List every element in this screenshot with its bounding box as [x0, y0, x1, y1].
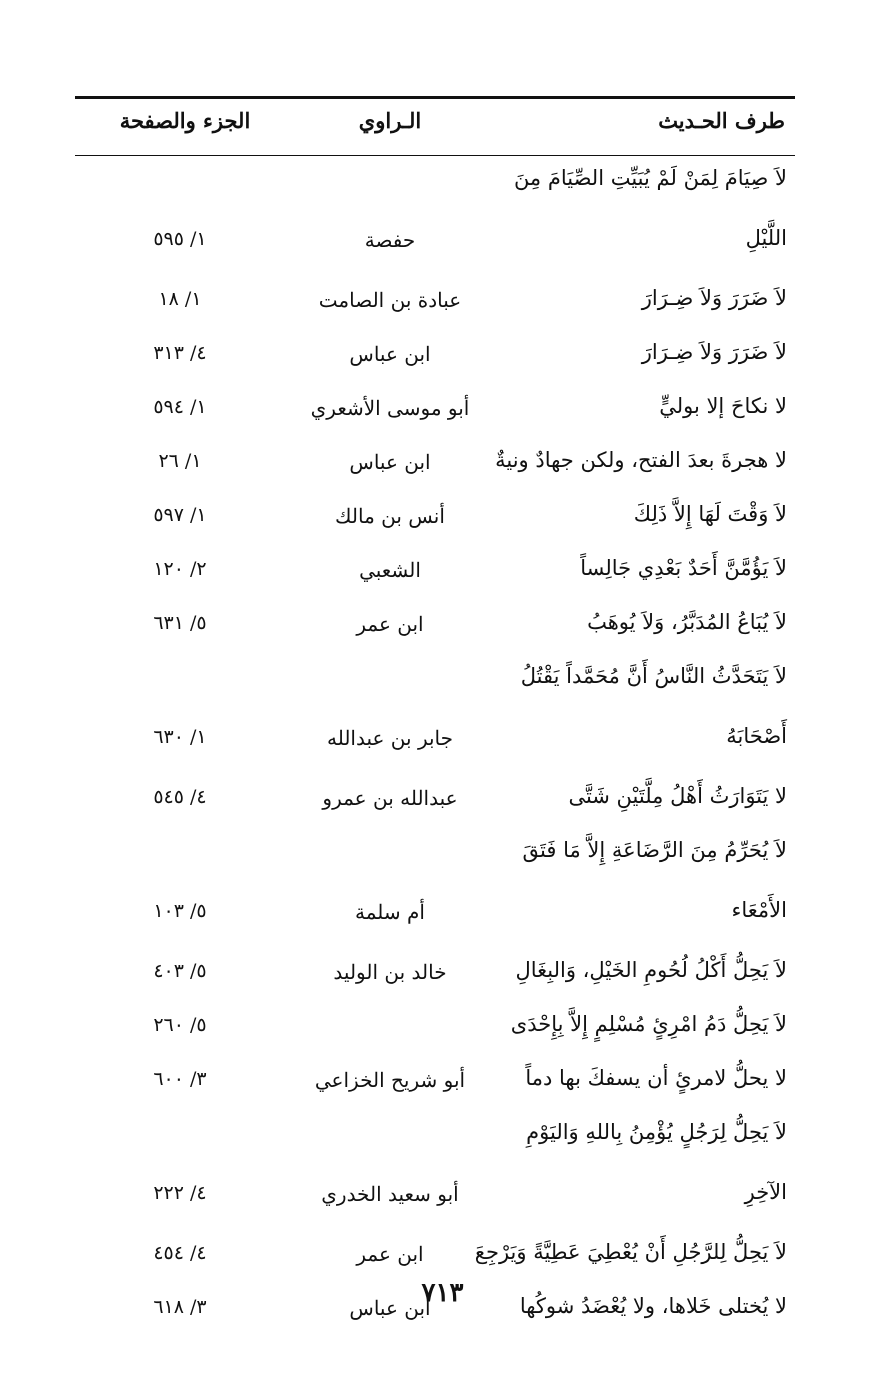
hadith-text: لاَ ضَرَرَ وَلاَ ضِـرَارَ: [641, 286, 787, 310]
hadith-text: لا يَتَوَارَثُ أَهْلُ مِلَّتَيْنِ شَتَّى: [568, 784, 787, 808]
volume-page: ١/ ٥٩٥: [153, 228, 207, 250]
volume-page: ٢/ ١٢٠: [153, 558, 207, 580]
header-reference: الجزء والصفحة: [119, 108, 251, 133]
volume-page: ٤/ ٣١٣: [153, 342, 207, 364]
narrator: ابن عباس: [349, 342, 431, 366]
volume-page: ٥/ ٤٠٣: [153, 960, 207, 982]
hadith-text: الأَمْعَاء: [731, 898, 787, 922]
table-row: [75, 334, 795, 388]
row-line: [75, 952, 795, 1006]
row-line: [75, 388, 795, 442]
hadith-text: لا هجرةَ بعدَ الفتح، ولكن جهادٌ ونيةٌ: [495, 448, 787, 472]
hadith-text: لاَ يُبَاعُ المُدَبَّرُ، وَلاَ يُوهَبُ: [587, 610, 787, 634]
table-row: [75, 388, 795, 442]
row-line: [75, 1060, 795, 1114]
table-row: [75, 832, 795, 952]
row-line: [75, 1174, 795, 1234]
volume-page: ٣/ ٦٠٠: [153, 1068, 207, 1090]
page-number: ٧١٣: [421, 1278, 464, 1308]
hadith-text: لاَ وَقْتَ لَهَا إِلاَّ ذَلِكَ: [633, 502, 787, 526]
header-hadith: طرف الحـديث: [658, 108, 785, 133]
row-line: [75, 718, 795, 778]
row-line: [75, 1114, 795, 1174]
narrator: أبو شريح الخزاعي: [314, 1068, 466, 1092]
narrator: ابن عمر: [356, 612, 424, 636]
narrator: أبو موسى الأشعري: [310, 396, 470, 420]
hadith-text: لا يحلُّ لامرئٍ أن يسفكَ بها دماً: [525, 1066, 787, 1090]
hadith-text: لاَ يَتَحَدَّثُ النَّاسُ أَنَّ مُحَمَّداً يَقْتُلُ: [520, 664, 787, 688]
row-line: [75, 658, 795, 718]
volume-page: ٥/ ١٠٣: [153, 900, 207, 922]
volume-page: ٤/ ٢٢٢: [153, 1182, 207, 1204]
row-line: [75, 892, 795, 952]
volume-page: ٥/ ٢٦٠: [153, 1014, 207, 1036]
header-rule: [75, 155, 795, 156]
volume-page: ٤/ ٥٤٥: [153, 786, 207, 808]
hadith-text: لاَ ضَرَرَ وَلاَ ضِـرَارَ: [641, 340, 787, 364]
narrator: أنس بن مالك: [335, 504, 445, 528]
hadith-text: لاَ يَحِلُّ لِرَجُلٍ يُؤْمِنُ بِاللهِ وَاليَوْمِ: [526, 1120, 787, 1144]
narrator: ابن عمر: [356, 1242, 424, 1266]
narrator: جابر بن عبدالله: [326, 726, 454, 750]
row-line: [75, 160, 795, 220]
volume-page: ١/ ٦٣٠: [153, 726, 207, 748]
hadith-text: الآخِرِ: [744, 1180, 787, 1204]
hadith-text: لاَ صِيَامَ لِمَنْ لَمْ يُبَيِّتِ الصِّيَامَ مِنَ: [513, 166, 787, 190]
narrator: ابن عباس: [349, 1296, 431, 1320]
narrator: حفصة: [364, 228, 416, 252]
hadith-text: اللَّيْلِ: [745, 226, 787, 250]
volume-page: ١/ ٥٩٧: [153, 504, 207, 526]
row-line: [75, 220, 795, 280]
table-row: [75, 604, 795, 658]
narrator: خالد بن الوليد: [333, 960, 447, 984]
volume-page: ١/ ٢٦: [158, 450, 202, 472]
header-narrator: الـراوي: [358, 108, 422, 133]
narrator: ابن عباس: [349, 450, 431, 474]
table-row: [75, 658, 795, 778]
volume-page: ٤/ ٤٥٤: [153, 1242, 207, 1264]
hadith-text: لاَ يَحِلُّ لِلرَّجُلِ أَنْ يُعْطِيَ عَطِيَّةً وَيَرْجِعَ: [474, 1240, 787, 1264]
row-line: [75, 496, 795, 550]
table-row: [75, 778, 795, 832]
hadith-text: لاَ يُحَرِّمُ مِنَ الرَّضَاعَةِ إِلاَّ مَا فَتَقَ: [522, 838, 787, 862]
hadith-text: لا نكاحَ إلا بوليٍّ: [659, 394, 787, 418]
row-line: [75, 334, 795, 388]
row-line: [75, 778, 795, 832]
row-line: [75, 280, 795, 334]
table-row: [75, 442, 795, 496]
table-row: [75, 496, 795, 550]
row-line: [75, 832, 795, 892]
volume-page: ٣/ ٦١٨: [153, 1296, 207, 1318]
table-row: [75, 160, 795, 280]
hadith-text: لا يُختلى خَلاها، ولا يُعْضَدُ شوكُها: [519, 1294, 787, 1318]
hadith-text: أَصْحَابَهُ: [726, 724, 787, 748]
narrator: أم سلمة: [355, 900, 425, 924]
row-line: [75, 604, 795, 658]
hadith-text: لاَ يَحِلُّ دَمُ امْرِئٍ مُسْلِمٍ إِلاَّ بِإِحْدَى: [510, 1012, 787, 1036]
volume-page: ١/ ١٨: [158, 288, 202, 310]
table-row: [75, 1114, 795, 1234]
table-row: [75, 952, 795, 1006]
row-line: [75, 1006, 795, 1060]
table-row: [75, 1006, 795, 1060]
table-row: [75, 550, 795, 604]
volume-page: ١/ ٥٩٤: [153, 396, 207, 418]
volume-page: ٥/ ٦٣١: [153, 612, 207, 634]
row-line: [75, 442, 795, 496]
narrator: الشعبي: [359, 558, 421, 582]
narrator: أبو سعيد الخدري: [321, 1182, 459, 1206]
table-row: [75, 280, 795, 334]
narrator: عبادة بن الصامت: [318, 288, 462, 312]
narrator: عبدالله بن عمرو: [322, 786, 458, 810]
hadith-text: لاَ يَحِلُّ أَكْلُ لُحُومِ الخَيْلِ، وَالبِغَالِ: [515, 958, 787, 982]
row-line: [75, 550, 795, 604]
hadith-text: لاَ يَؤُمَّنَّ أَحَدٌ بَعْدِي جَالِساً: [580, 556, 787, 580]
table-row: [75, 1060, 795, 1114]
top-rule: [75, 96, 795, 99]
hadith-table: [75, 160, 795, 1342]
